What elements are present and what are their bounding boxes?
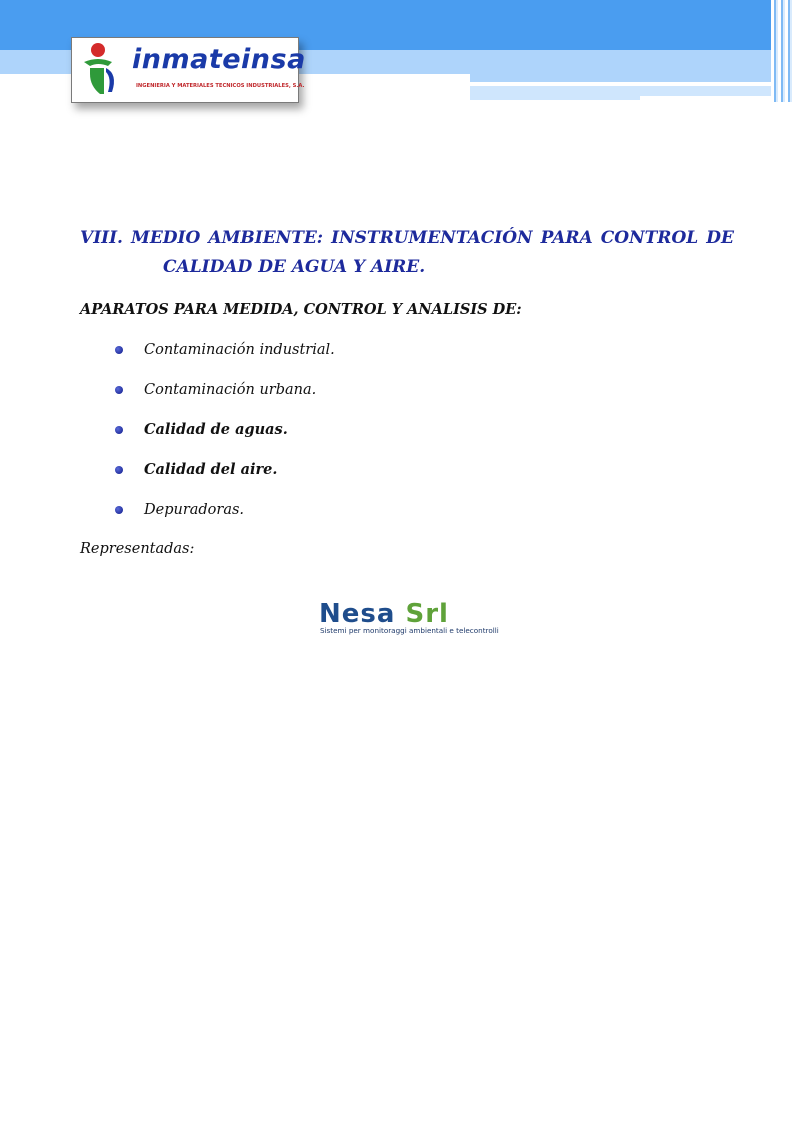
header-band-gap-2 bbox=[640, 96, 775, 102]
partner-name-part2: Srl bbox=[405, 599, 449, 629]
application-list bbox=[112, 340, 335, 540]
partner-name-part1: Nesa bbox=[319, 599, 396, 629]
bullet-icon bbox=[115, 426, 123, 434]
section-heading-line2: CALIDAD DE AGUA Y AIRE. bbox=[163, 257, 426, 277]
heading-word: INSTRUMENTACIÓN bbox=[331, 228, 533, 248]
list-item bbox=[112, 460, 335, 500]
company-logo bbox=[71, 37, 306, 103]
heading-word: AMBIENTE: bbox=[208, 228, 324, 248]
bullet-icon bbox=[115, 466, 123, 474]
list-item-label: Calidad de aguas. bbox=[144, 421, 288, 438]
list-item-label: Depuradoras. bbox=[144, 502, 245, 518]
logo-tagline: INGENIERIA Y MATERIALES TECNICOS INDUSTRIALES, S.A. bbox=[136, 83, 305, 89]
list-item-label: Contaminación industrial. bbox=[144, 342, 335, 358]
partner-name bbox=[319, 599, 449, 629]
header-stripes bbox=[771, 0, 793, 102]
list-item bbox=[112, 500, 335, 540]
subheading: APARATOS PARA MEDIDA, CONTROL Y ANALISIS DE: bbox=[80, 301, 522, 318]
heading-word: MEDIO bbox=[131, 228, 201, 248]
bullet-icon bbox=[115, 386, 123, 394]
heading-word: PARA bbox=[540, 228, 593, 248]
list-item bbox=[112, 340, 335, 380]
list-item-label: Calidad del aire. bbox=[144, 461, 278, 478]
list-item bbox=[112, 420, 335, 460]
heading-word: CONTROL bbox=[600, 228, 699, 248]
heading-word: DE bbox=[706, 228, 734, 248]
logo-mark-icon bbox=[78, 42, 128, 98]
list-item bbox=[112, 380, 335, 420]
logo-name: inmateinsa bbox=[132, 44, 306, 75]
partner-logo bbox=[319, 599, 501, 639]
bullet-icon bbox=[115, 346, 123, 354]
section-number: VIII. bbox=[80, 228, 123, 248]
list-item-label: Contaminación urbana. bbox=[144, 382, 317, 398]
represented-label: Representadas: bbox=[80, 541, 195, 557]
partner-tagline: Sistemi per monitoraggi ambientali e telecontrolli bbox=[320, 626, 499, 635]
section-heading-line1 bbox=[80, 224, 734, 253]
bullet-icon bbox=[115, 506, 123, 514]
header-band-strip bbox=[470, 74, 775, 82]
section-heading bbox=[80, 224, 734, 282]
